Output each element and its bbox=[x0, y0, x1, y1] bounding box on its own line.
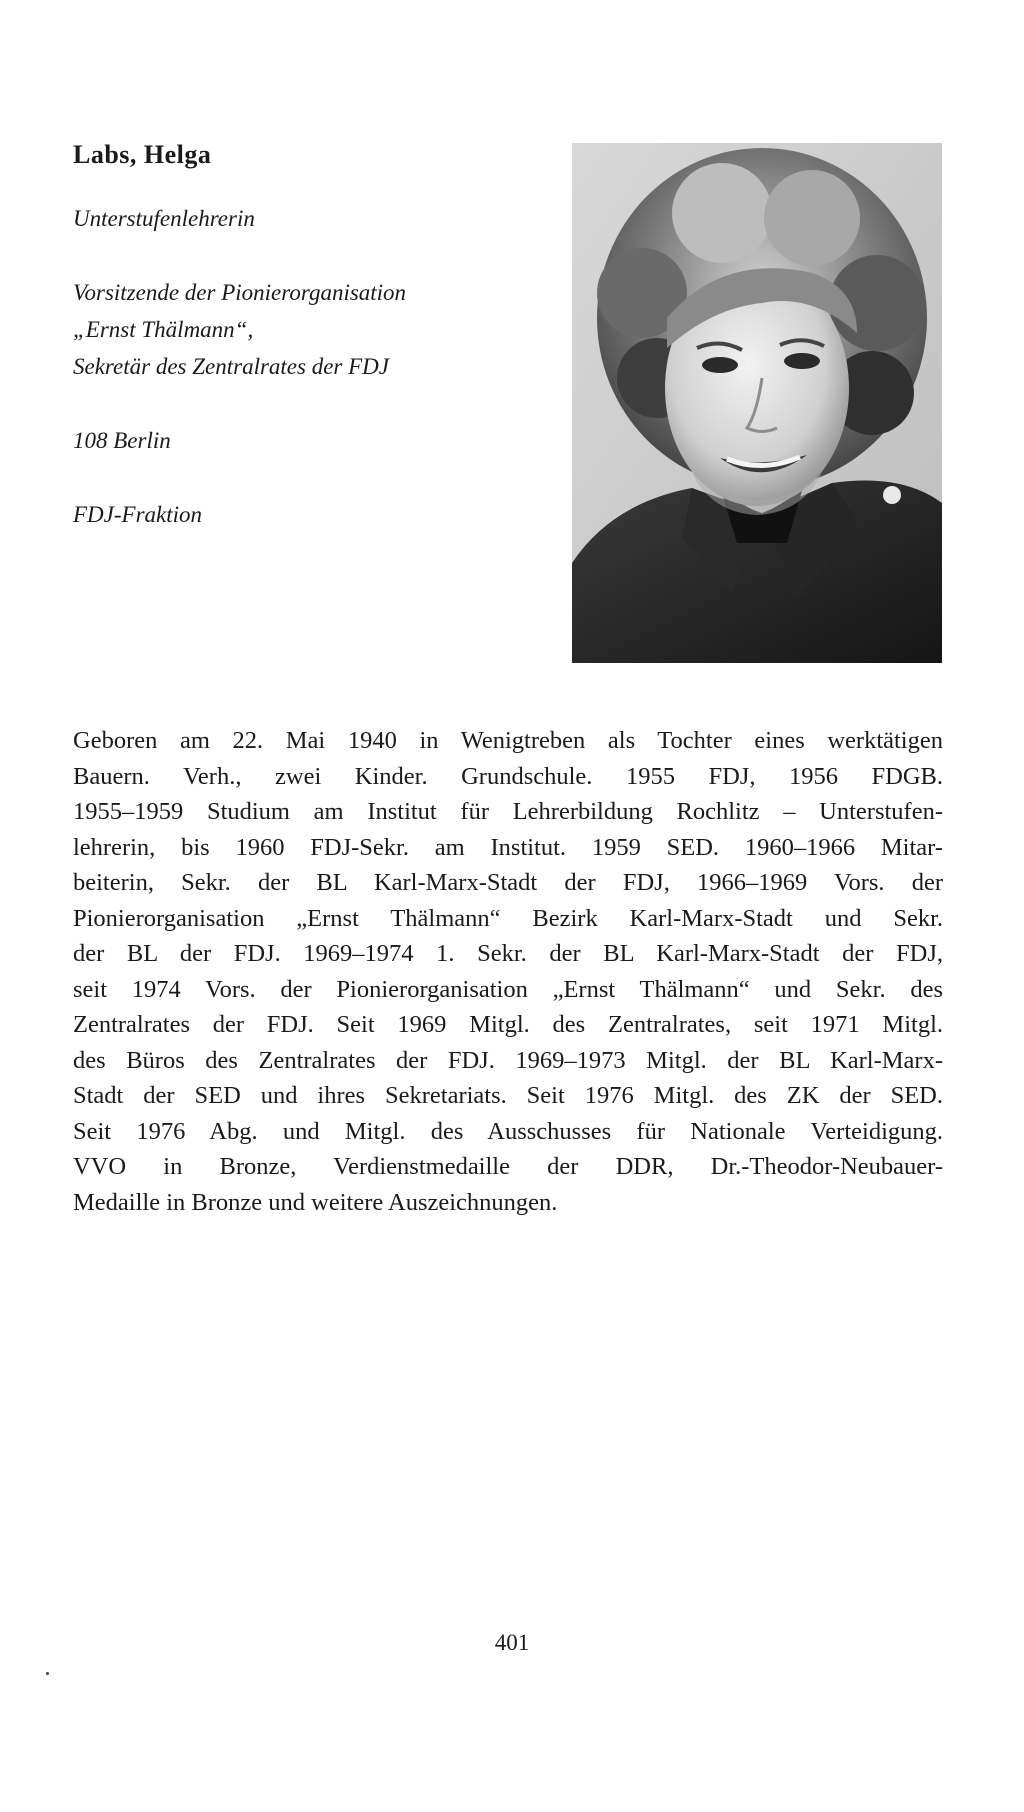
entry-positions bbox=[73, 274, 553, 385]
biography-line: beiterin, Sekr. der BL Karl-Marx-Stadt der FDJ, 1966–1969 Vors. der bbox=[73, 869, 943, 896]
biography-line: Geboren am 22. Mai 1940 in Wenigtreben als Tochter eines werktätigen bbox=[73, 727, 943, 754]
biography-line: Stadt der SED und ihres Sekretariats. Seit 1976 Mitgl. des ZK der SED. bbox=[73, 1082, 943, 1109]
biography-line: Seit 1976 Abg. und Mitgl. des Ausschusses für Nationale Verteidigung. bbox=[73, 1117, 943, 1145]
biography-text bbox=[73, 723, 943, 1220]
biography-line: des Büros des Zentralrates der FDJ. 1969–1973 Mitgl. der BL Karl-Marx- bbox=[73, 1046, 943, 1074]
biography-line: Pionierorganisation „Ernst Thälmann“ Bezirk Karl-Marx-Stadt und Sekr. bbox=[73, 904, 943, 932]
portrait-photo bbox=[572, 143, 942, 663]
biography-line: VVO in Bronze, Verdienstmedaille der DDR, Dr.-Theodor-Neubauer- bbox=[73, 1153, 943, 1180]
entry-location: 108 Berlin bbox=[73, 428, 171, 453]
scan-speck bbox=[46, 1672, 49, 1675]
biography-line: Zentralrates der FDJ. Seit 1969 Mitgl. des Zentralrates, seit 1971 Mitgl. bbox=[73, 1011, 943, 1038]
entry-details bbox=[73, 200, 553, 570]
entry-name: Labs, Helga bbox=[73, 140, 212, 169]
biography-line: lehrerin, bis 1960 FDJ-Sekr. am Institut. 1959 SED. 1960–1966 Mitar- bbox=[73, 833, 943, 861]
biography-line: Medaille in Bronze und weitere Auszeichnungen. bbox=[73, 1188, 558, 1216]
page-number: 401 bbox=[494, 1630, 530, 1655]
biography-line: der BL der FDJ. 1969–1974 1. Sekr. der BL Karl-Marx-Stadt der FDJ, bbox=[73, 940, 943, 967]
biography-line: Bauern. Verh., zwei Kinder. Grundschule. 1955 FDJ, 1956 FDGB. bbox=[73, 762, 943, 790]
position-line: „Ernst Thälmann“, bbox=[73, 317, 254, 342]
entry-profession: Unterstufenlehrerin bbox=[73, 206, 255, 231]
entry-faction: FDJ-Fraktion bbox=[73, 502, 203, 527]
biography-line: 1955–1959 Studium am Institut für Lehrerbildung Rochlitz – Unterstufen- bbox=[73, 798, 943, 825]
position-line: Sekretär des Zentralrates der FDJ bbox=[73, 354, 389, 379]
position-line: Vorsitzende der Pionierorganisation bbox=[73, 280, 407, 305]
biography-line: seit 1974 Vors. der Pionierorganisation „Ernst Thälmann“ und Sekr. des bbox=[73, 975, 943, 1003]
